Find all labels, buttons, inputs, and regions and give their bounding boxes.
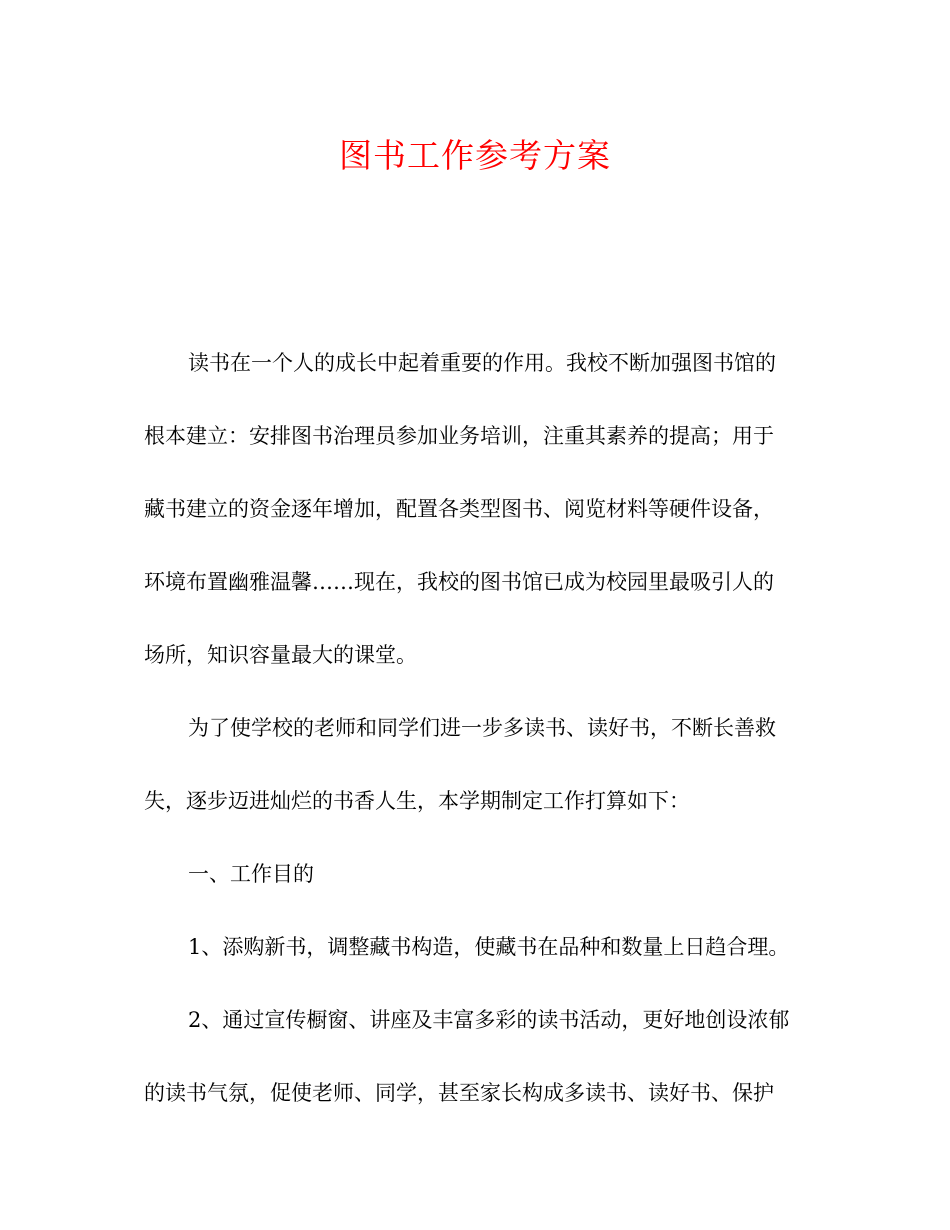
paragraph-line: 藏书建立的资金逐年增加，配置各类型图书、阅览材料等硬件设备，: [144, 497, 774, 521]
paragraph-line: 环境布置幽雅温馨……现在，我校的图书馆已成为校园里最吸引人的: [144, 570, 774, 594]
paragraph-line: 读书在一个人的成长中起着重要的作用。我校不断加强图书馆的: [188, 351, 776, 375]
document-title: 图书工作参考方案: [339, 136, 611, 175]
paragraph-line: 场所，知识容量最大的课堂。: [144, 643, 417, 667]
paragraph-line: 的读书气氛，促使老师、同学，甚至家长构成多读书、读好书、保护: [144, 1081, 774, 1105]
paragraph-line: 根本建立：安排图书治理员参加业务培训，注重其素养的提高；用于: [144, 424, 774, 448]
section-heading: 一、工作目的: [188, 862, 314, 886]
paragraph-line: 失，逐步迈进灿烂的书香人生，本学期制定工作打算如下：: [144, 789, 690, 813]
list-item: 1、添购新书，调整藏书构造，使藏书在品种和数量上日趋合理。: [188, 935, 790, 959]
list-item: 2、通过宣传橱窗、讲座及丰富多彩的读书活动，更好地创设浓郁: [188, 1008, 790, 1032]
paragraph-line: 为了使学校的老师和同学们进一步多读书、读好书，不断长善救: [188, 716, 776, 740]
document-body: [144, 327, 808, 1130]
